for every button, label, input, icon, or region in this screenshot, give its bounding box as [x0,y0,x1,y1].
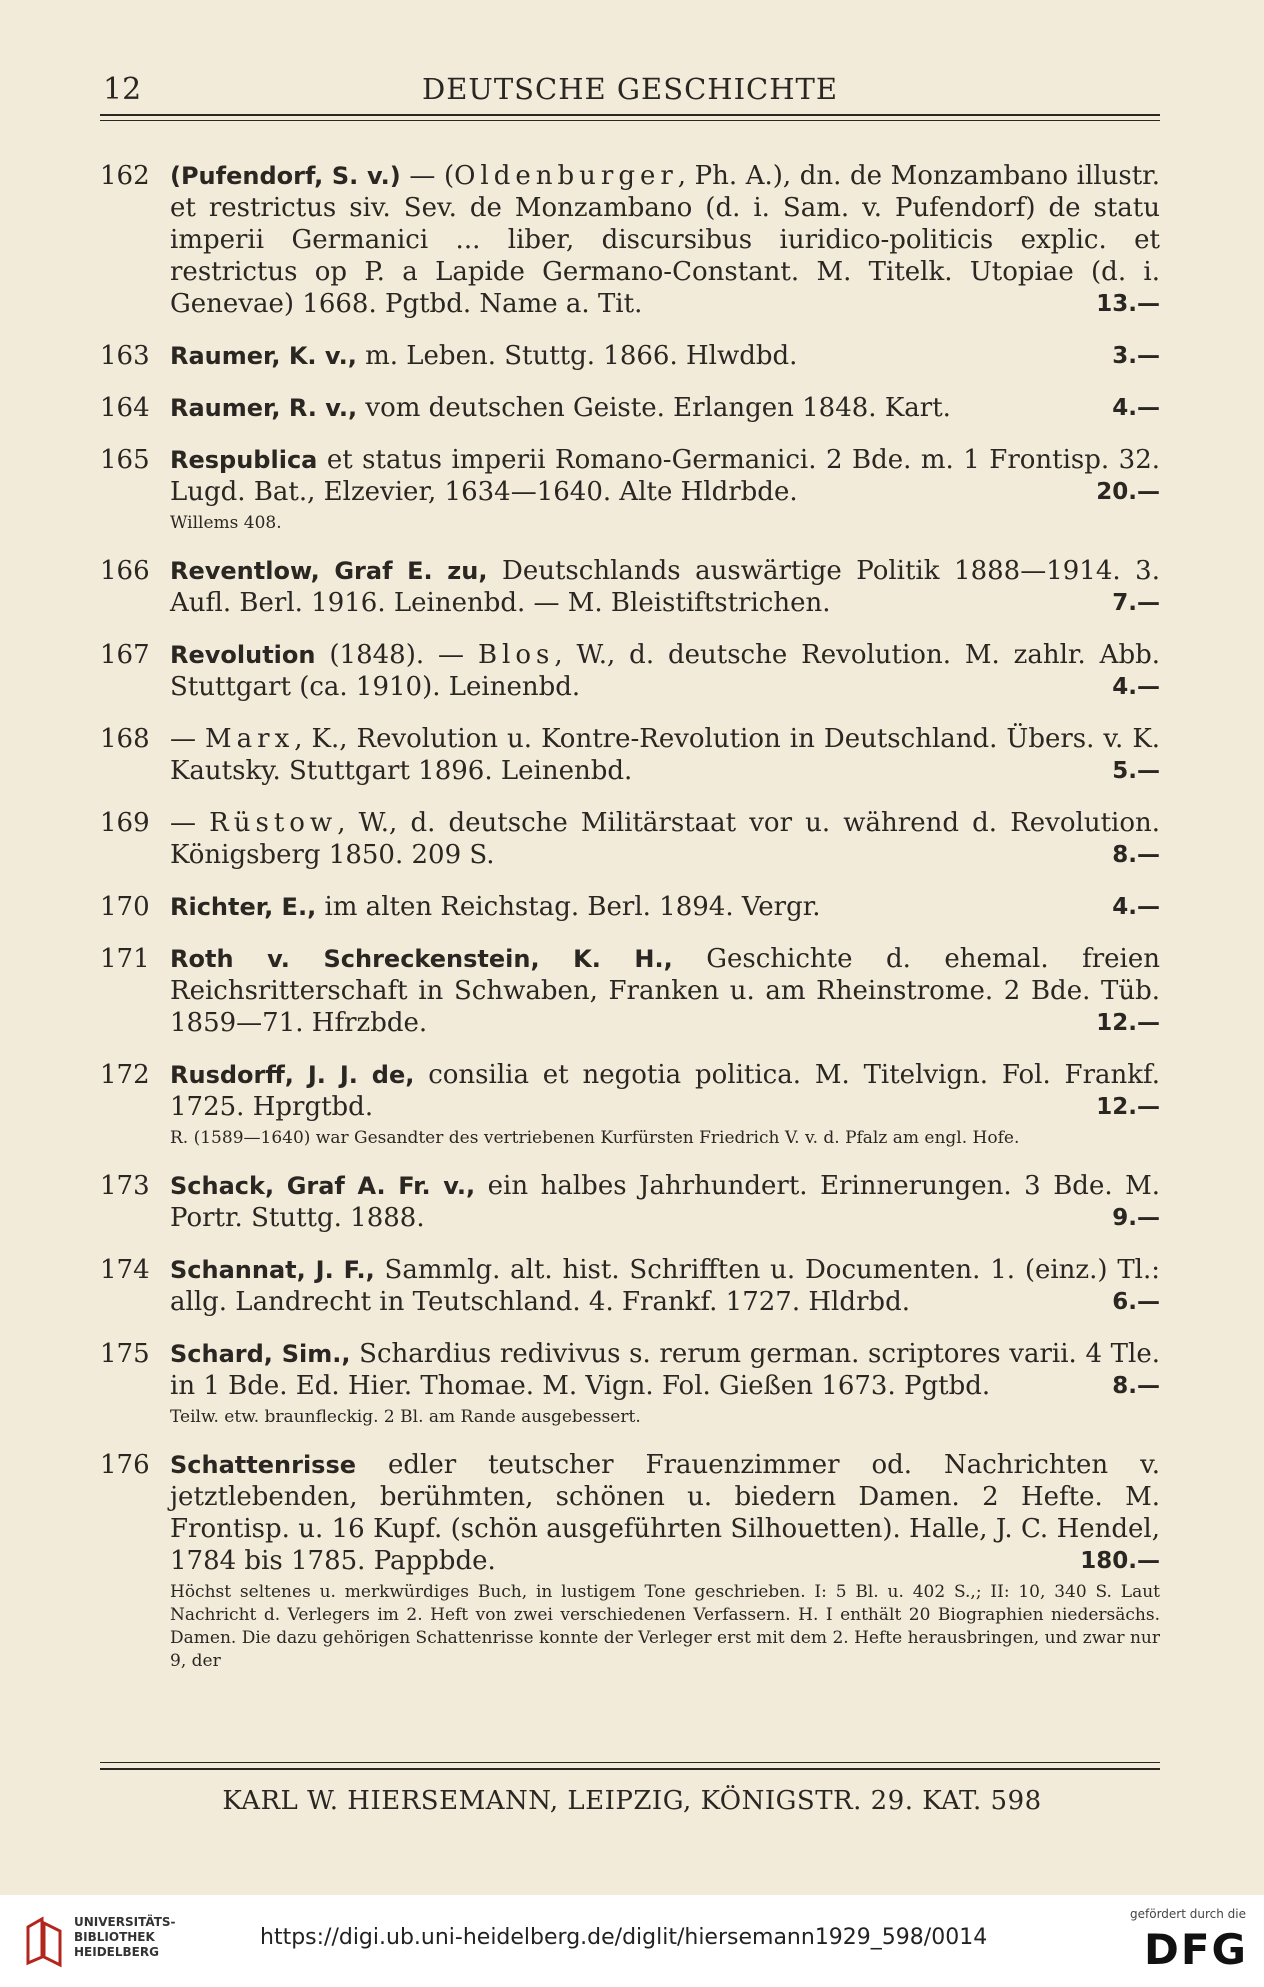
entry-spaced-name: Oldenburger [454,161,678,191]
entry-number: 167 [100,640,150,670]
entry-description: m. Leben. Stuttg. 1866. Hlwdbd. [356,341,798,371]
entry-number: 176 [100,1450,150,1480]
catalog-entries [100,160,1160,1693]
entry-description: Schardius redivivus s. rerum german. scriptores varii. 4 Tle. in 1 Bde. Ed. Hier. Thomae. M. Vign. Fol. Gießen 1673. Pgtbd. [170,1339,1160,1401]
entry-number: 166 [100,556,150,586]
university-name: UNIVERSITÄTS- BIBLIOTHEK HEIDELBERG [74,1915,176,1959]
entry-description: Geschichte d. ehemal. freien Reichsritterschaft in Schwaben, Franken u. am Rheinstrome. 2 Bde. Tüb. 1859—71. Hfrzbde. [170,944,1160,1038]
entry-price: 12.— [1096,1094,1160,1120]
catalog-entry [100,340,1160,372]
entry-price: 12.— [1096,1010,1160,1036]
entry-number: 165 [100,445,150,475]
entry-text [170,555,1160,619]
entry-author: Roth v. Schreckenstein, K. H., [170,945,673,973]
entry-text [170,807,1160,871]
entry-prefix: — [170,724,206,754]
entry-note: R. (1589—1640) war Gesandter des vertriebenen Kurfürsten Friedrich V. v. d. Pfalz am engl. Hofe. [170,1128,1020,1148]
entry-description: , K., Revolution u. Kontre-Revolution in Deutschland. Übers. v. K. Kautsky. Stuttgart 1896. Leinenbd. [170,724,1161,786]
publisher-footer: KARL W. HIERSEMANN, LEIPZIG, KÖNIGSTR. 29. KAT. 598 [222,1786,1042,1816]
entry-text [170,639,1160,703]
entry-text [170,1338,1160,1402]
entry-author: Respublica [170,446,318,474]
entry-number: 163 [100,341,150,371]
entry-prefix: (1848). — [315,640,478,670]
catalog-entry [100,1449,1160,1673]
entry-text [170,1170,1160,1234]
entry-author: (Pufendorf, S. v.) [170,162,401,190]
entry-price: 5.— [1112,758,1160,784]
entry-author: Raumer, K. v., [170,342,357,370]
catalog-entry [100,1059,1160,1150]
entry-text [170,1059,1160,1123]
entry-number: 172 [100,1060,150,1090]
catalog-entry [100,807,1160,871]
entry-author: Reventlow, Graf E. zu, [170,557,488,585]
funded-by-label: gefördert durch die [1130,1907,1246,1921]
entry-author: Schard, Sim., [170,1340,351,1368]
entry-author: Raumer, R. v., [170,394,358,422]
entry-price: 8.— [1112,842,1160,868]
entry-description: consilia et negotia politica. M. Titelvign. Fol. Frankf. 1725. Hprgtbd. [170,1060,1160,1122]
entry-price: 4.— [1112,395,1160,421]
entry-text [170,340,1160,372]
entry-author: Schannat, J. F., [170,1256,375,1284]
entry-number: 169 [100,808,150,838]
entry-spaced-name: Marx [205,724,295,754]
footer-rule [100,1762,1160,1770]
catalog-entry [100,1170,1160,1234]
entry-number: 164 [100,393,150,423]
entry-spaced-name: Rüstow [209,808,338,838]
entry-prefix: — ( [400,161,455,191]
entry-number: 170 [100,892,150,922]
entry-description: vom deutschen Geiste. Erlangen 1848. Kart. [357,393,951,423]
catalog-entry [100,160,1160,320]
entry-text [170,444,1160,508]
catalog-entry [100,1338,1160,1429]
page-header [100,68,1160,108]
university-logo-icon [22,1913,68,1969]
page-number: 12 [103,72,142,107]
document-url-link[interactable]: https://digi.ub.uni-heidelberg.de/diglit/hiersemann1929_598/0014 [260,1925,988,1950]
entry-author: Richter, E., [170,893,317,921]
entry-note: Willems 408. [170,513,282,533]
catalog-entry [100,555,1160,619]
entry-description: et status imperii Romano-Germanici. 2 Bde. m. 1 Frontisp. 32. Lugd. Bat., Elzevier, 1634—1640. Alte Hldrbde. [170,445,1160,507]
entry-text [170,160,1160,320]
catalog-entry [100,891,1160,923]
entry-text [170,891,1160,923]
entry-note: Höchst seltenes u. merkwürdiges Buch, in lustigem Tone geschrieben. I: 5 Bl. u. 402 S.,; II: 10, 340 S. Laut Nachricht d. Verlegers im 2. Heft von zwei verschiedenen Verfassern. H. I enthält 20 Biographien niedersächs. Damen. Die dazu gehörigen Schattenrisse konnte der Verleger erst mit dem 2. Hefte herausbringen, und zwar nur 9, der [170,1582,1160,1671]
entry-description: ein halbes Jahrhundert. Erinnerungen. 3 Bde. M. Portr. Stuttg. 1888. [170,1171,1160,1233]
entry-price: 4.— [1112,674,1160,700]
catalog-entry [100,1254,1160,1318]
entry-text [170,943,1160,1039]
entry-prefix: — [170,808,210,838]
catalog-entry [100,943,1160,1039]
catalog-entry [100,639,1160,703]
entry-author: Schack, Graf A. Fr. v., [170,1172,476,1200]
entry-number: 168 [100,724,150,754]
entry-text [170,723,1160,787]
entry-text [170,1254,1160,1318]
entry-description: , W., d. deutsche Revolution. M. zahlr. Abb. Stuttgart (ca. 1910). Leinenbd. [170,640,1160,702]
catalog-entry [100,444,1160,535]
entry-number: 173 [100,1171,150,1201]
page-title: DEUTSCHE GESCHICHTE [421,72,839,106]
entry-price: 180.— [1080,1548,1160,1574]
header-rule [100,114,1160,121]
entry-number: 162 [100,161,150,191]
entry-number: 174 [100,1255,150,1285]
entry-note: Teilw. etw. braunfleckig. 2 Bl. am Rande ausgebessert. [170,1407,641,1427]
entry-description: im alten Reichstag. Berl. 1894. Vergr. [316,892,821,922]
entry-author: Revolution [170,641,316,669]
entry-author: Schattenrisse [170,1451,357,1479]
entry-price: 9.— [1112,1205,1160,1231]
entry-number: 175 [100,1339,150,1369]
dfg-logo: DFG [1143,1925,1248,1974]
catalog-entry [100,723,1160,787]
entry-description: Deutschlands auswärtige Politik 1888—1914. 3. Aufl. Berl. 1916. Leinenbd. — M. Bleistiftstrichen. [170,556,1160,618]
entry-text [170,1449,1160,1577]
viewer-bar [0,1895,1264,1987]
entry-price: 20.— [1096,479,1160,505]
entry-number: 171 [100,944,150,974]
entry-description: edler teutscher Frauenzimmer od. Nachrichten v. jetztlebenden, berühmten, schönen u. biedern Damen. 2 Hefte. M. Frontisp. u. 16 Kupf. (schön ausgeführten Silhouetten). Halle, J. C. Hendel, 1784 bis 1785. Pappbde. [170,1450,1160,1576]
entry-price: 8.— [1112,1373,1160,1399]
entry-description: Sammlg. alt. hist. Schrifften u. Documenten. 1. (einz.) Tl.: allg. Landrecht in Teutschland. 4. Frankf. 1727. Hldrbd. [170,1255,1161,1317]
catalog-entry [100,392,1160,424]
entry-price: 13.— [1096,291,1160,317]
entry-description: , Ph. A.), dn. de Monzambano illustr. et restrictus siv. Sev. de Monzambano (d. i. Sam. v. Pufendorf) de statu imperii Germanici ... liber, discursibus iuridico-politicis explic. et restrictus op P. a Lapide Germano-Constant. M. Titelk. Utopiae (d. i. Genevae) 1668. Pgtbd. Name a. Tit. [170,161,1160,319]
entry-text [170,392,1160,424]
entry-price: 7.— [1112,590,1160,616]
entry-author: Rusdorff, J. J. de, [170,1061,415,1089]
entry-price: 6.— [1112,1289,1160,1315]
entry-price: 3.— [1112,343,1160,369]
entry-description: , W., d. deutsche Militärstaat vor u. während d. Revolution. Königsberg 1850. 209 S. [170,808,1161,870]
entry-price: 4.— [1112,894,1160,920]
entry-spaced-name: Blos [477,640,555,670]
